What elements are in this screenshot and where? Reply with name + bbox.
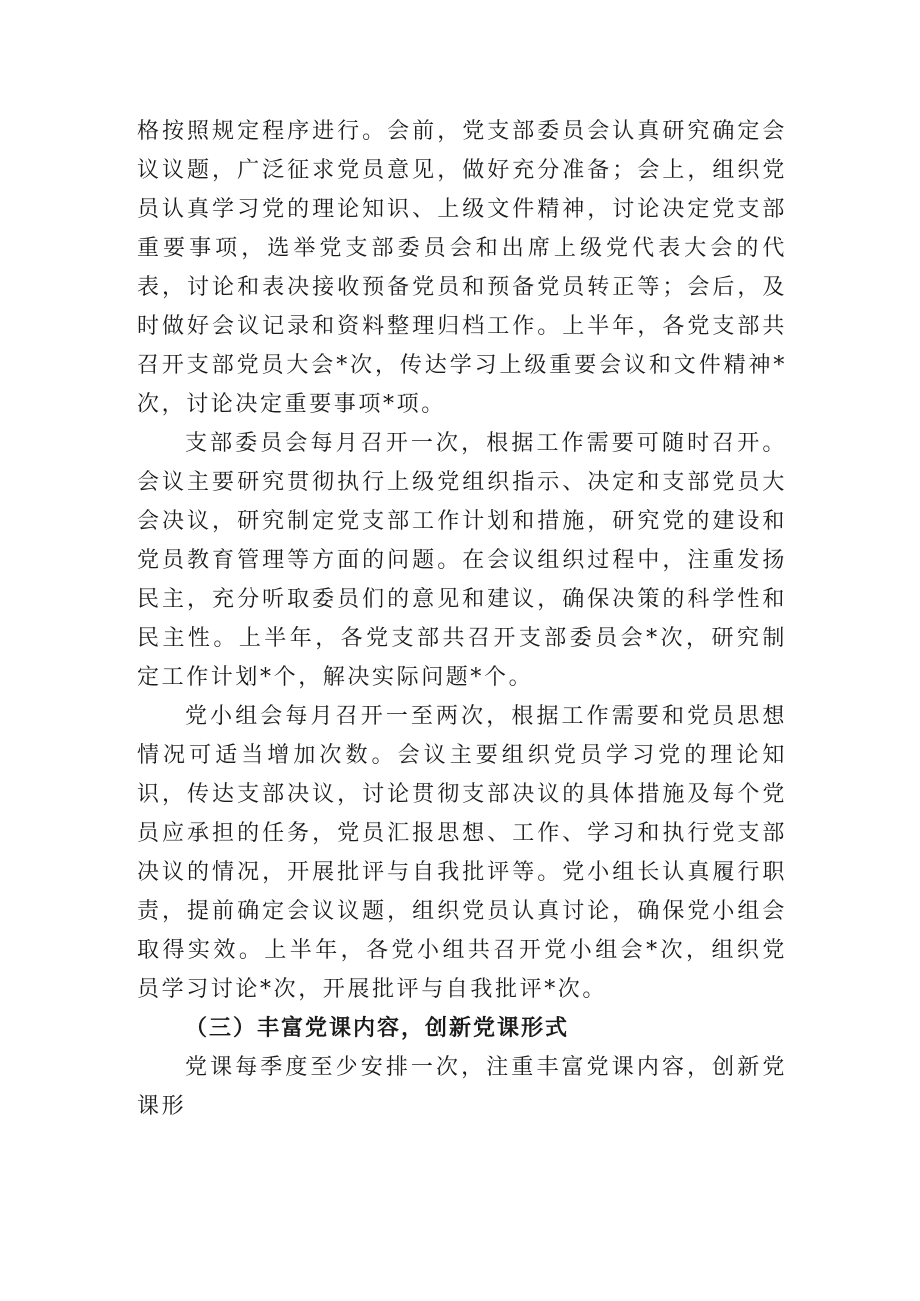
document-body (137, 112, 787, 1126)
paragraph-continued: 格按照规定程序进行。会前，党支部委员会认真研究确定会议议题，广泛征求党员意见，做好充分准备；会上，组织党员认真学习党的理论知识、上级文件精神，讨论决定党支部重要事项，选举党支部委员会和出席上级党代表大会的代表，讨论和表决接收预备党员和预备党员转正等；会后，及时做好会议记录和资料整理归档工作。上半年，各党支部共召开支部党员大会*次，传达学习上级重要会议和文件精神*次，讨论决定重要事项*项。 (137, 119, 787, 417)
paragraph-group-meetings: 党小组会每月召开一至两次，根据工作需要和党员思想情况可适当增加次数。会议主要组织党员学习党的理论知识，传达支部决议，讨论贯彻支部决议的具体措施及每个党员应承担的任务，党员汇报思想、工作、学习和执行党支部决议的情况，开展批评与自我批评等。党小组长认真履行职责，提前确定会议议题，组织党员认真讨论，确保党小组会取得实效。上半年，各党小组共召开党小组会*次，组织党员学习讨论*次，开展批评与自我批评*次。 (137, 704, 787, 1002)
paragraph-committee-meetings: 支部委员会每月召开一次，根据工作需要可随时召开。会议主要研究贯彻执行上级党组织指示、决定和支部党员大会决议，研究制定党支部工作计划和措施，研究党的建设和党员教育管理等方面的问题。在会议组织过程中，注重发扬民主，充分听取委员们的意见和建议，确保决策的科学性和民主性。上半年，各党支部共召开支部委员会*次，研究制定工作计划*个，解决实际问题*个。 (137, 431, 787, 690)
paragraph-party-lessons: 党课每季度至少安排一次，注重丰富党课内容，创新党课形 (137, 1055, 787, 1119)
section-heading: （三）丰富党课内容，创新党课形式 (185, 1016, 570, 1041)
